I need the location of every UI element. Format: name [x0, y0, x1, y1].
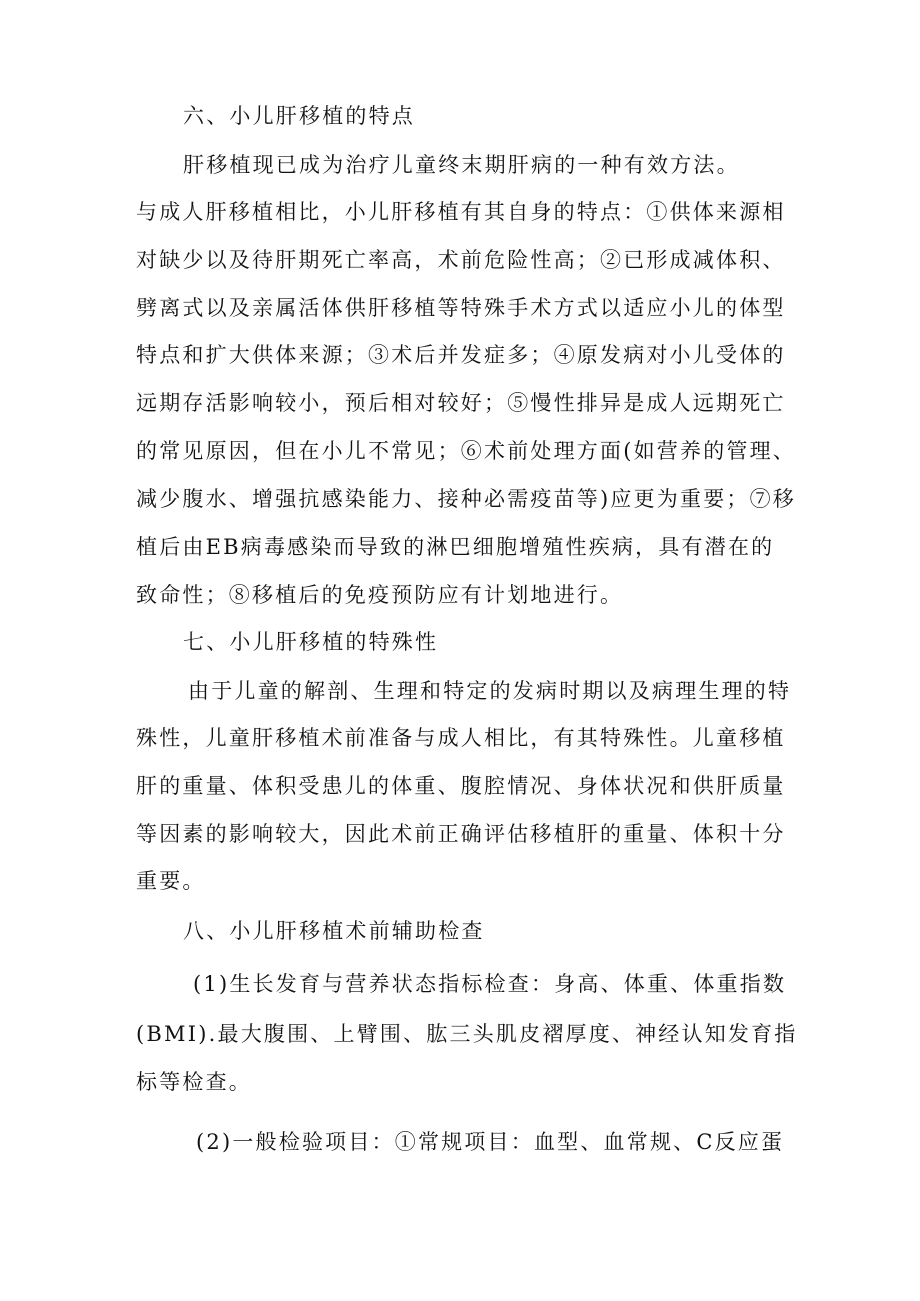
section-heading-7: 七、小儿肝移植的特殊性	[183, 630, 439, 654]
paragraph-line: 远期存活影响较小，预后相对较好；⑤慢性排异是成人远期死亡	[136, 391, 786, 415]
paragraph-line: 对缺少以及待肝期死亡率高，术前危险性高；②已形成减体积、	[136, 248, 786, 272]
paragraph-line: 重要。	[136, 869, 206, 893]
paragraph-line: 劈离式以及亲属活体供肝移植等特殊手术方式以适应小儿的体型	[136, 296, 786, 320]
list-item-line: (BMI).最大腹围、上臂围、肱三头肌皮褶厚度、神经认知发育指	[136, 1022, 798, 1046]
list-item-line: 标等检查。	[136, 1070, 252, 1094]
paragraph-line: 与成人肝移植相比，小儿肝移植有其自身的特点：①供体来源相	[136, 200, 786, 224]
paragraph-line: 植后由EB病毒感染而导致的淋巴细胞增殖性疾病，具有潜在的	[136, 535, 775, 559]
paragraph-line: 特点和扩大供体来源；③术后并发症多；④原发病对小儿受体的	[136, 343, 786, 367]
paragraph-line: 减少腹水、增强抗感染能力、接种必需疫苗等)应更为重要；⑦移	[136, 487, 796, 511]
list-item-line: (1)生长发育与营养状态指标检查：身高、体重、体重指数	[193, 972, 787, 996]
paragraph-line: 由于儿童的解剖、生理和特定的发病时期以及病理生理的特	[188, 679, 792, 703]
paragraph-line: 致命性；⑧移植后的免疫预防应有计划地进行。	[136, 583, 624, 607]
paragraph-line: 等因素的影响较大，因此术前正确评估移植肝的重量、体积十分	[136, 822, 786, 846]
paragraph-line: 殊性，儿童肝移植术前准备与成人相比，有其特殊性。儿童移植	[136, 726, 786, 750]
list-item-line: (2)一般检验项目：①常规项目：血型、血常规、C反应蛋	[196, 1130, 785, 1154]
paragraph-line: 肝移植现已成为治疗儿童终末期肝病的一种有效方法。	[183, 153, 740, 177]
section-heading-8: 八、小儿肝移植术前辅助检查	[183, 919, 485, 943]
paragraph-line: 的常见原因，但在小儿不常见；⑥术前处理方面(如营养的管理、	[136, 439, 796, 463]
section-heading-6: 六、小儿肝移植的特点	[183, 104, 415, 128]
paragraph-line: 肝的重量、体积受患儿的体重、腹腔情况、身体状况和供肝质量	[136, 774, 786, 798]
